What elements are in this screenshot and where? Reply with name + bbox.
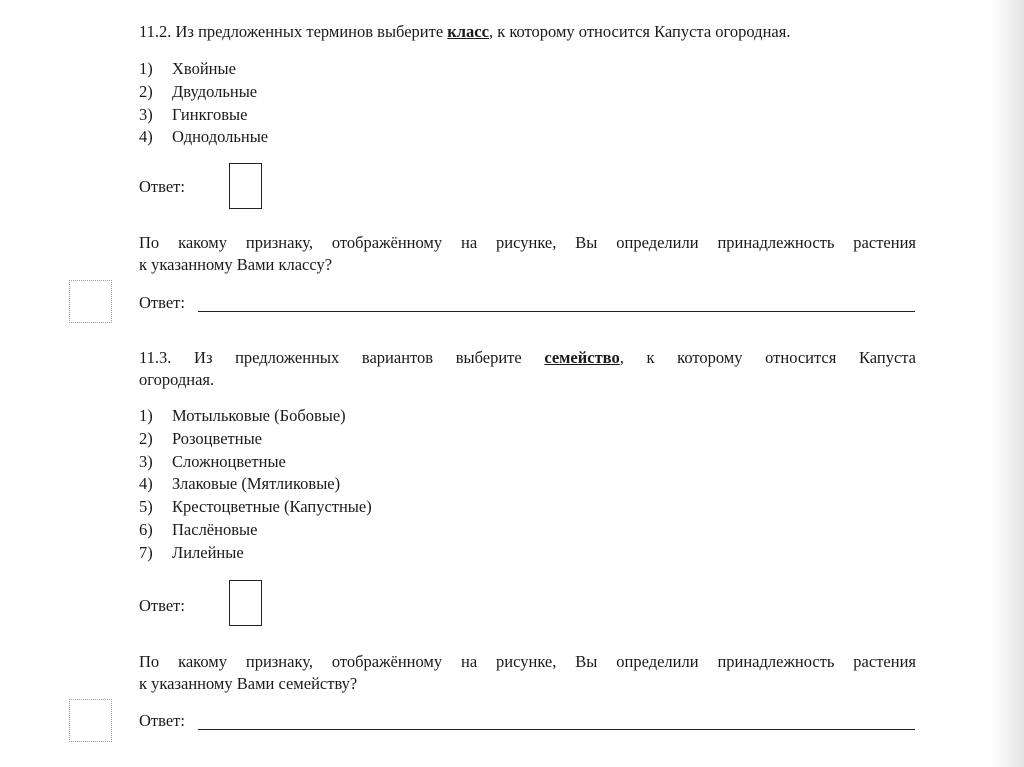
option-row (139, 81, 268, 104)
option-row (139, 519, 372, 542)
option-row (139, 126, 268, 149)
option-number: 3) (139, 104, 153, 124)
question-11-3-options (139, 405, 372, 565)
question-11-3-prefix: 11.3. Из предложенных вариантов выберите (139, 348, 545, 367)
option-number: 2) (139, 428, 153, 448)
option-label: Двудольные (172, 81, 258, 101)
question-11-3-suffix: , к которому относится Капуста (619, 348, 917, 367)
option-row (139, 542, 372, 565)
option-row (139, 58, 268, 81)
option-label: Мотыльковые (Бобовые) (172, 406, 346, 425)
option-number: 4) (139, 474, 153, 494)
question-11-2-answer-line[interactable] (198, 311, 915, 312)
question-11-3-line1 (139, 347, 916, 369)
option-row (139, 496, 372, 519)
option-number: 5) (139, 497, 153, 517)
option-label: Гинкговые (172, 104, 248, 124)
question-11-3-followup-answer-label: Ответ: (139, 711, 185, 730)
option-number: 3) (139, 451, 153, 471)
question-11-2-answer-box[interactable] (229, 163, 262, 209)
option-label: Крестоцветные (Капустные) (172, 497, 372, 517)
question-11-3-line2: огородная. (139, 370, 215, 389)
question-11-3-keyword: семейство (544, 348, 620, 367)
option-number: 1) (139, 406, 153, 425)
score-box-11-2[interactable] (69, 280, 112, 323)
option-number: 4) (139, 127, 153, 147)
option-row (139, 428, 372, 451)
option-number: 1) (139, 59, 153, 78)
option-label: Паслёновые (172, 519, 258, 539)
question-11-3-followup-line2: к указанному Вами семейству? (139, 674, 358, 693)
score-box-11-3[interactable] (69, 699, 112, 742)
question-11-2-options (139, 58, 268, 149)
question-11-3-followup-line1: По какому признаку, отображённому на рисунке, Вы определили принадлежность растения (139, 652, 916, 671)
question-11-3-answer-line[interactable] (198, 729, 915, 730)
option-label: Однодольные (172, 127, 269, 147)
question-11-2-answer-label: Ответ: (139, 177, 185, 196)
option-number: 7) (139, 542, 153, 562)
question-11-2-text (139, 21, 790, 43)
question-11-3-answer-label: Ответ: (139, 596, 185, 615)
option-row (139, 104, 268, 127)
question-11-2-suffix: , к которому относится Капуста огородная. (488, 22, 791, 41)
option-label: Хвойные (172, 59, 236, 78)
option-label: Сложноцветные (172, 451, 286, 471)
option-number: 6) (139, 519, 153, 539)
question-11-2-followup-line2: к указанному Вами классу? (139, 255, 333, 274)
option-label: Лилейные (172, 542, 244, 562)
option-label: Злаковые (Мятликовые) (172, 474, 341, 494)
page-edge-shadow (990, 0, 1024, 767)
option-number: 2) (139, 81, 153, 101)
question-11-2-prefix: 11.2. Из предложенных терминов выберите (139, 22, 448, 41)
option-label: Розоцветные (172, 428, 262, 448)
option-row (139, 473, 372, 496)
question-11-3-answer-box[interactable] (229, 580, 262, 626)
question-11-2-followup-line1: По какому признаку, отображённому на рисунке, Вы определили принадлежность растения (139, 233, 916, 252)
question-11-2-followup-answer-label: Ответ: (139, 293, 185, 312)
question-11-2-keyword: класс (447, 22, 489, 41)
option-row (139, 405, 372, 428)
option-row (139, 451, 372, 474)
